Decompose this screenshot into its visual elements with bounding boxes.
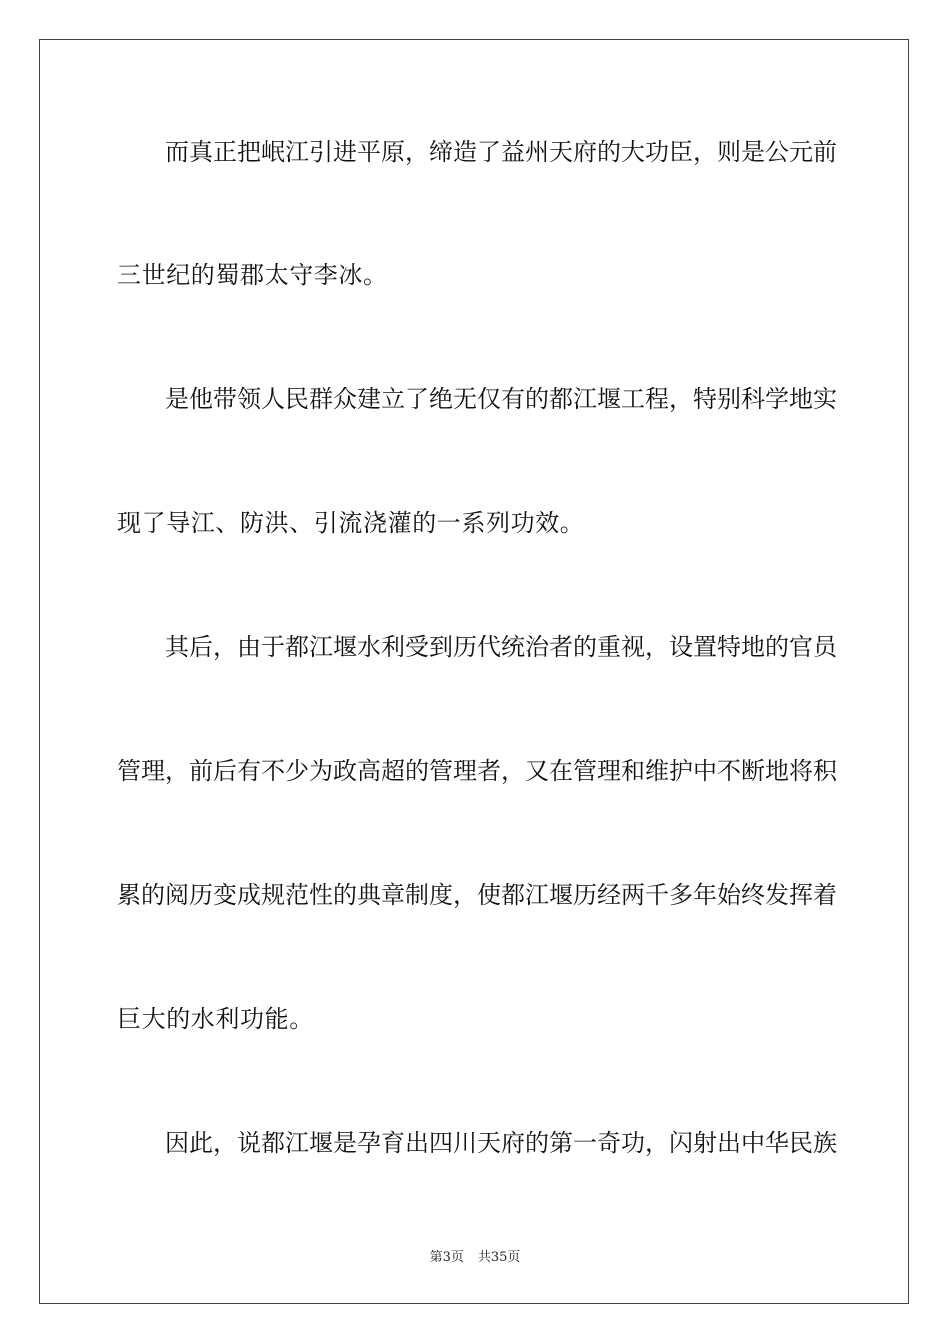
- body-text-line: 管理，前后有不少为政高超的管理者，又在管理和维护中不断地将积: [117, 757, 837, 785]
- body-text-line: 是他带领人民群众建立了绝无仅有的都江堰工程，特别科学地实: [165, 385, 837, 413]
- page-border: [39, 39, 909, 1304]
- body-text-line: 现了导江、防洪、引流浇灌的一系列功效。: [117, 509, 585, 537]
- page-number: 第3页: [429, 1250, 464, 1265]
- body-text-line: 三世纪的蜀郡太守李冰。: [117, 261, 388, 289]
- body-text-line: 而真正把岷江引进平原，缔造了益州天府的大功臣，则是公元前: [165, 138, 837, 166]
- body-text-line: 累的阅历变成规范性的典章制度，使都江堰历经两千多年始终发挥着: [117, 881, 837, 909]
- page-total: 共35页: [477, 1250, 521, 1265]
- body-text-line: 巨大的水利功能。: [117, 1005, 314, 1033]
- body-text-line: 因此，说都江堰是孕育出四川天府的第一奇功，闪射出中华民族: [165, 1129, 837, 1157]
- body-text-line: 其后，由于都江堰水利受到历代统治者的重视，设置特地的官员: [165, 633, 837, 661]
- page-footer: [0, 1246, 950, 1265]
